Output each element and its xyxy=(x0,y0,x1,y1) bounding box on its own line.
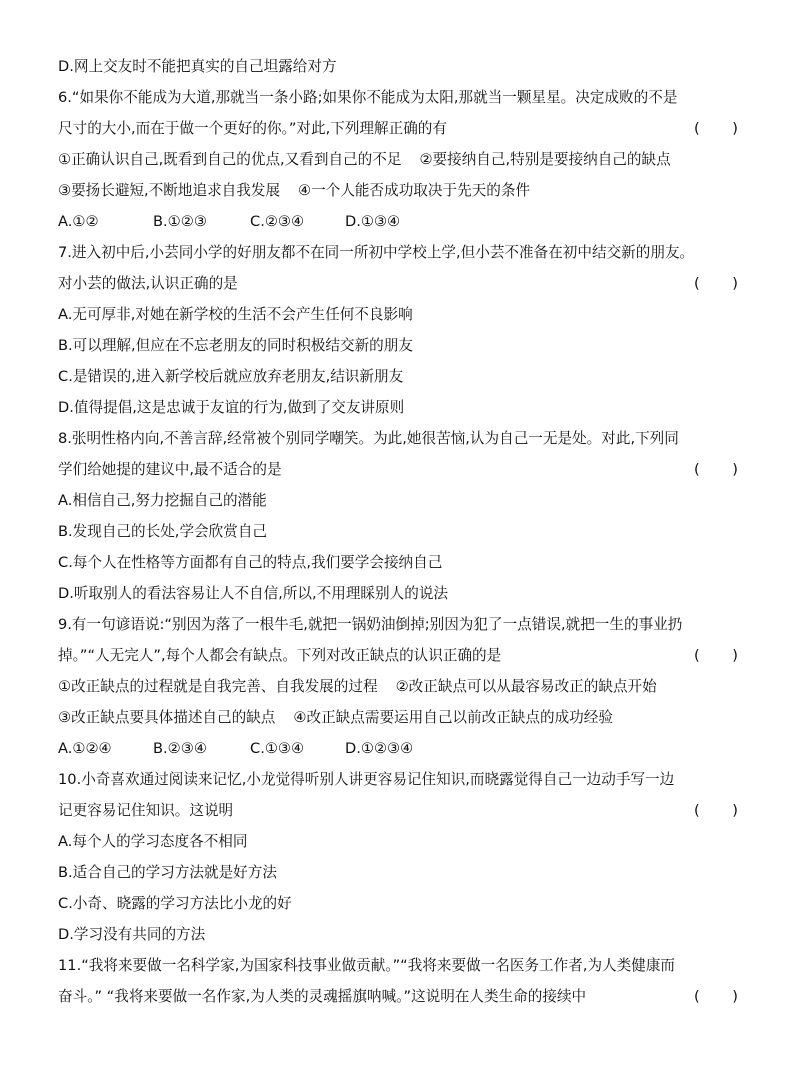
q6-stem-line1: 6.“如果你不能成为大道,那就当一条小路;如果你不能成为太阳,那就当一颗星星。决定成败的不是 xyxy=(58,89,678,106)
q9-stem-text: 掉。”“人无完人”,每个人都会有缺点。下列对改正缺点的认识正确的是 xyxy=(58,647,502,664)
q9-options xyxy=(58,733,748,764)
q8-option-d[interactable]: D.听取别人的看法容易让人不自信,所以,不用理睬别人的说法 xyxy=(58,585,449,602)
q9-option-b[interactable]: B.②③④ xyxy=(153,740,207,757)
q10-option-c[interactable]: C.小奇、晓露的学习方法比小龙的好 xyxy=(58,895,292,912)
q9-option-c[interactable]: C.①③④ xyxy=(250,740,305,757)
q6-option-a[interactable]: A.①② xyxy=(58,213,99,230)
question-page xyxy=(58,51,748,1012)
q9-statements-1-2 xyxy=(58,671,748,702)
q6-option-d[interactable]: D.①③④ xyxy=(345,213,401,230)
q10-option-a[interactable]: A.每个人的学习态度各不相同 xyxy=(58,833,248,850)
q5-option-d: D.网上交友时不能把真实的自己坦露给对方 xyxy=(58,58,337,75)
q11-stem-line1: 11.“我将来要做一名科学家,为国家科技事业做贡献。”“我将来要做一名医务工作者,为人类健康而 xyxy=(58,957,676,974)
q8-option-a[interactable]: A.相信自己,努力挖掘自己的潜能 xyxy=(58,492,267,509)
q9-option-d[interactable]: D.①②③④ xyxy=(345,740,414,757)
q7-option-c[interactable]: C.是错误的,进入新学校后就应放弃老朋友,结识新朋友 xyxy=(58,368,404,385)
q6-stem-text: 尺寸的大小,而在于做一个更好的你。”对此,下列理解正确的有 xyxy=(58,120,447,137)
q6-statement-1: ①正确认识自己,既看到自己的优点,又看到自己的不足 xyxy=(58,151,402,168)
q6-statements-1-2 xyxy=(58,144,748,175)
q6-statement-4: ④一个人能否成功取决于先天的条件 xyxy=(298,182,531,199)
q9-option-a[interactable]: A.①②④ xyxy=(58,740,112,757)
q8-stem-text: 学们给她提的建议中,最不适合的是 xyxy=(58,461,282,478)
q6-option-b[interactable]: B.①②③ xyxy=(153,213,207,230)
q9-stem-line2: 掉。”“人无完人”,每个人都会有缺点。下列对改正缺点的认识正确的是 ( ) xyxy=(58,647,738,664)
q10-stem-line2: 记更容易记住知识。这说明 ( ) xyxy=(58,802,738,819)
q6-stem-line2: 尺寸的大小,而在于做一个更好的你。”对此,下列理解正确的有 ( ) xyxy=(58,120,738,137)
q11-stem-line2: 奋斗。” “我将来要做一名作家,为人类的灵魂摇旗呐喊。”这说明在人类生命的接续中 ( ) xyxy=(58,988,738,1005)
q9-stem-line1: 9.有一句谚语说:“别因为落了一根牛毛,就把一锅奶油倒掉;别因为犯了一点错误,就把一生的事业扔 xyxy=(58,616,683,633)
q6-statement-3: ③要扬长避短,不断地追求自我发展 xyxy=(58,182,281,199)
q9-statement-1: ①改正缺点的过程就是自我完善、自我发展的过程 xyxy=(58,678,378,695)
q7-option-b[interactable]: B.可以理解,但应在不忘老朋友的同时积极结交新的朋友 xyxy=(58,337,413,354)
q10-stem-line1: 10.小奇喜欢通过阅读来记忆,小龙觉得听别人讲更容易记住知识,而晓露觉得自己一边动手写一边 xyxy=(58,771,675,788)
q8-option-b[interactable]: B.发现自己的长处,学会欣赏自己 xyxy=(58,523,268,540)
q9-statement-4: ④改正缺点需要运用自己以前改正缺点的成功经验 xyxy=(293,709,613,726)
q7-stem-text: 对小芸的做法,认识正确的是 xyxy=(58,275,238,292)
q7-stem-line1: 7.进入初中后,小芸同小学的好朋友都不在同一所初中学校上学,但小芸不准备在初中结交新的朋友。 xyxy=(58,244,695,261)
q10-option-b[interactable]: B.适合自己的学习方法就是好方法 xyxy=(58,864,277,881)
q9-statement-2: ②改正缺点可以从最容易改正的缺点开始 xyxy=(395,678,657,695)
q9-statement-3: ③改正缺点要具体描述自己的缺点 xyxy=(58,709,276,726)
q6-statements-3-4 xyxy=(58,175,748,206)
q7-option-d[interactable]: D.值得提倡,这是忠诚于友谊的行为,做到了交友讲原则 xyxy=(58,399,405,416)
q9-statements-3-4 xyxy=(58,702,748,733)
q6-option-c[interactable]: C.②③④ xyxy=(250,213,305,230)
q7-option-a[interactable]: A.无可厚非,对她在新学校的生活不会产生任何不良影响 xyxy=(58,306,413,323)
q6-statement-2: ②要接纳自己,特别是要接纳自己的缺点 xyxy=(419,151,671,168)
q11-stem-text: 奋斗。” “我将来要做一名作家,为人类的灵魂摇旗呐喊。”这说明在人类生命的接续中 xyxy=(58,988,587,1005)
q8-stem-line2: 学们给她提的建议中,最不适合的是 ( ) xyxy=(58,461,738,478)
q10-option-d[interactable]: D.学习没有共同的方法 xyxy=(58,926,206,943)
q7-stem-line2: 对小芸的做法,认识正确的是 ( ) xyxy=(58,275,738,292)
q10-stem-text: 记更容易记住知识。这说明 xyxy=(58,802,234,819)
q8-option-c[interactable]: C.每个人在性格等方面都有自己的特点,我们要学会接纳自己 xyxy=(58,554,443,571)
q8-stem-line1: 8.张明性格内向,不善言辞,经常被个别同学嘲笑。为此,她很苦恼,认为自己一无是处。对此,下列同 xyxy=(58,430,679,447)
q6-options xyxy=(58,206,748,237)
